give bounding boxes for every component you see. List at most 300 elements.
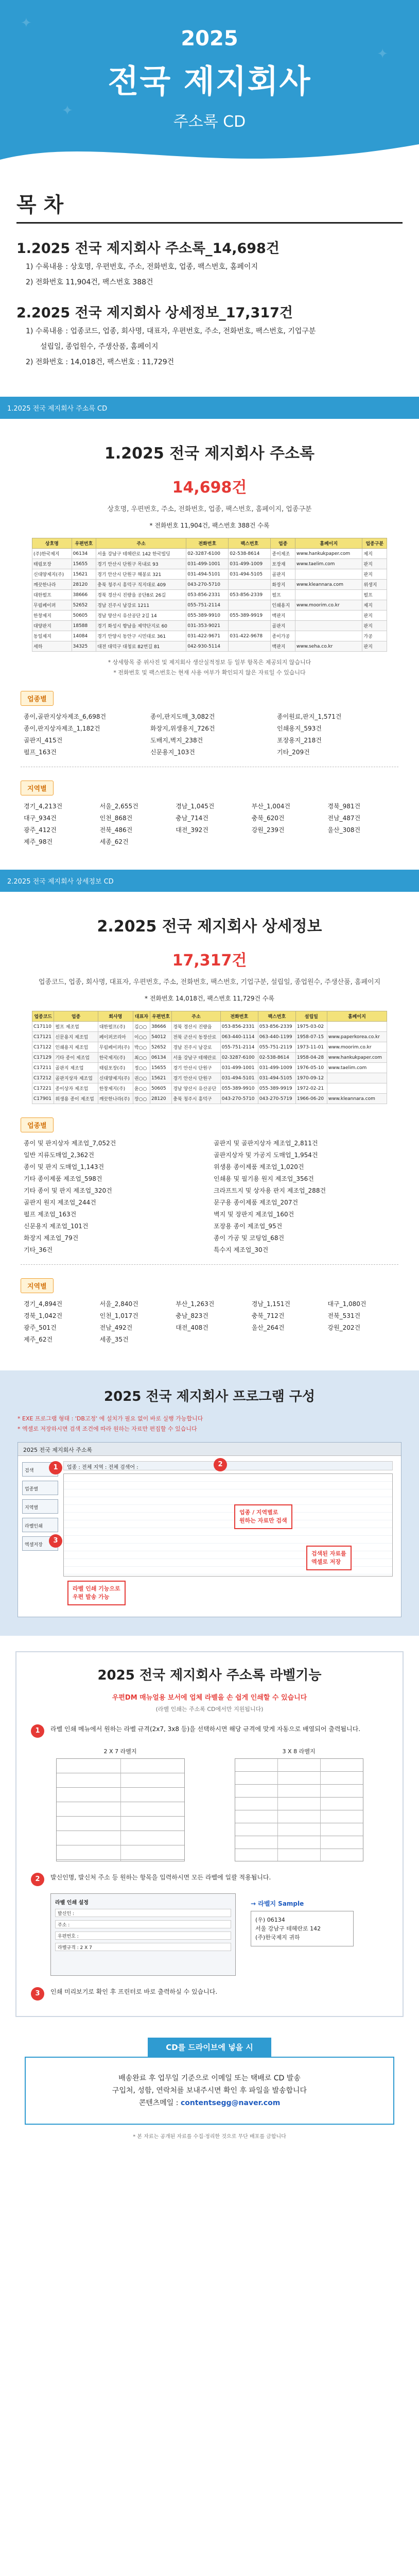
step-text: 발신인명, 발신처 주소 등 원하는 항목을 입력하시면 모든 라벨에 일괄 적용됩니다. bbox=[50, 1874, 271, 1881]
table-header-cell: 대표자 bbox=[133, 1011, 150, 1022]
industry-list bbox=[21, 712, 398, 756]
table-cell: 031-499-1009 bbox=[258, 1063, 295, 1073]
region-item: 경북_981건 bbox=[327, 803, 361, 810]
industry-item: 기타 종이 및 판지 제조업_320건 bbox=[24, 1187, 112, 1194]
table-cell: 세하 bbox=[32, 641, 72, 652]
toc-line: 1) 수록내용 : 상호명, 우편번호, 주소, 전화번호, 업종, 팩스번호, 홈페이지 bbox=[26, 263, 258, 271]
table-cell: C17129 bbox=[32, 1053, 54, 1063]
section-band: 1.2025 전국 제지회사 주소록 CD bbox=[0, 397, 419, 419]
region-item: 부산_1,004건 bbox=[251, 803, 290, 810]
toc-line: 설립일, 종업원수, 주생산품, 홈페이지 bbox=[40, 343, 159, 351]
table-cell: 골판지 bbox=[271, 621, 295, 631]
table-cell: 인쇄용지 제조업 bbox=[54, 1042, 98, 1053]
table-row bbox=[32, 1032, 387, 1042]
toc-line: 1) 수록내용 : 업종코드, 업종, 회사명, 대표자, 우편번호, 주소, 전화번호, 팩스번호, 기업구분 bbox=[26, 327, 316, 335]
table-header-cell: 홈페이지 bbox=[327, 1011, 387, 1022]
program-menu-item[interactable]: 업종별 bbox=[22, 1481, 58, 1495]
table-cell: 경북 경산시 진량읍 bbox=[172, 1022, 221, 1032]
email-label: 콘텐츠메일 : bbox=[138, 2099, 179, 2107]
table-cell: 경기 안산시 단원구 해봉로 321 bbox=[96, 569, 186, 580]
table-cell: 06134 bbox=[72, 549, 96, 559]
table-cell: (주)한국제지 bbox=[32, 549, 72, 559]
table-cell: 055-751-2114 bbox=[220, 1042, 258, 1053]
table-cell: 031-499-1001 bbox=[220, 1063, 258, 1073]
table-cell bbox=[229, 580, 271, 590]
table-row bbox=[32, 1042, 387, 1053]
table-cell: 28120 bbox=[150, 1094, 171, 1104]
table-cell: 윤○○ bbox=[133, 1083, 150, 1094]
table-cell: 제지 bbox=[362, 549, 387, 559]
program-filter-bar[interactable]: 업종 : 전체 지역 : 전체 검색어 : bbox=[63, 1461, 393, 1470]
table-cell: www.moorim.co.kr bbox=[295, 600, 362, 611]
region-item: 충남_714건 bbox=[176, 815, 208, 822]
region-item: 강원_202건 bbox=[327, 1324, 361, 1331]
label-sheet-caption: 3 X 8 라벨지 bbox=[282, 1748, 316, 1755]
table-cell: 031-499-1009 bbox=[229, 559, 271, 569]
region-item: 부산_1,263건 bbox=[176, 1300, 215, 1308]
cd-notice-tag: CD를 드라이브에 넣을 시 bbox=[148, 2038, 271, 2057]
table-cell: 화장지 bbox=[271, 580, 295, 590]
toc-line: 2) 전화번호 11,904건, 팩스번호 388건 bbox=[26, 278, 153, 286]
table-cell: 태림포장(주) bbox=[98, 1063, 133, 1073]
region-item: 전북_486건 bbox=[99, 826, 133, 834]
toc-heading: 목 차 bbox=[16, 180, 403, 224]
table-cell: 장○○ bbox=[133, 1094, 150, 1104]
table-cell: 50605 bbox=[150, 1083, 171, 1094]
cd-email-row bbox=[38, 2097, 381, 2109]
region-item: 광주_412건 bbox=[24, 826, 57, 834]
table-cell: 판지 bbox=[362, 559, 387, 569]
region-item: 인천_1,017건 bbox=[99, 1312, 138, 1319]
table-row bbox=[32, 549, 387, 559]
table-cell: C17221 bbox=[32, 1083, 54, 1094]
label-sheet-caption: 2 X 7 라벨지 bbox=[103, 1748, 137, 1755]
label-dialog bbox=[50, 1893, 321, 1976]
industry-item: 인쇄용 및 필기용 원지 제조업_356건 bbox=[214, 1175, 314, 1182]
label-warning: 우편DM 매뉴얼용 보서에 업체 라벨을 손 쉽게 인쇄할 수 있습니다 bbox=[112, 1694, 307, 1702]
region-item: 대전_392건 bbox=[176, 826, 208, 834]
table-cell bbox=[327, 1083, 387, 1094]
table-cell: 태림포장 bbox=[32, 559, 72, 569]
industry-tag: 업종별 bbox=[21, 1117, 54, 1132]
table-header-cell: 우편번호 bbox=[150, 1011, 171, 1022]
table-cell: 기타 종이 제조업 bbox=[54, 1053, 98, 1063]
region-item: 제주_98건 bbox=[24, 838, 53, 845]
region-item: 충북_712건 bbox=[251, 1312, 285, 1319]
industry-item: 벽지 및 장판지 제조업_160건 bbox=[214, 1211, 294, 1218]
table-cell: 판지 bbox=[362, 611, 387, 621]
table-cell: 031-499-1001 bbox=[186, 559, 229, 569]
table-cell: 경기 안산시 단원구 bbox=[172, 1073, 221, 1083]
table-row bbox=[32, 641, 387, 652]
region-item: 전남_487건 bbox=[327, 815, 361, 822]
toc-section-title: 2.2025 전국 제지회사 상세정보_17,317건 bbox=[16, 305, 293, 321]
table-cell: 1958-04-28 bbox=[295, 1053, 327, 1063]
step-badge: 3 bbox=[49, 1534, 62, 1548]
program-menu-item[interactable]: 지역별 bbox=[22, 1499, 58, 1514]
table-cell: 백판지 bbox=[271, 641, 295, 652]
window-title: 2025 전국 제지회사 주소록 bbox=[18, 1443, 401, 1456]
table-cell: 종이가공 bbox=[271, 631, 295, 641]
callout: 라벨 인쇄 기능으로 우편 발송 가능 bbox=[67, 1581, 126, 1605]
table-header-cell: 업종구분 bbox=[362, 538, 387, 549]
table-cell: 031-422-9671 bbox=[186, 631, 229, 641]
toc-section-1[interactable] bbox=[16, 237, 403, 288]
label-sheet-3x8 bbox=[235, 1747, 363, 1861]
table-cell: 박○○ bbox=[133, 1042, 150, 1053]
industry-item: 골판지 및 골판지상자 제조업_2,811건 bbox=[214, 1140, 318, 1147]
region-item: 전남_492건 bbox=[99, 1324, 133, 1331]
table-row bbox=[32, 631, 387, 641]
step-text: 라벨 인쇄 메뉴에서 원하는 라벨 규격(2x7, 3x8 등)을 선택하시면 해당 규격에 맞게 자동으로 배열되어 출력됩니다. bbox=[50, 1725, 361, 1733]
table-cell bbox=[229, 641, 271, 652]
dialog-field[interactable]: 라벨규격 : 2 X 7 bbox=[55, 1943, 231, 1951]
table-cell: 펄프 bbox=[362, 590, 387, 600]
region-item: 경기_4,213건 bbox=[24, 803, 63, 810]
region-item: 세종_35건 bbox=[99, 1336, 129, 1343]
table-cell: www.hankukpaper.com bbox=[295, 549, 362, 559]
table-cell bbox=[295, 631, 362, 641]
industry-item: 화장지,위생용지_726건 bbox=[150, 725, 215, 732]
table-cell: 053-856-2339 bbox=[258, 1022, 295, 1032]
industry-item: 종이 및 판지상자 제조업_7,052건 bbox=[24, 1140, 116, 1147]
table-cell: 한창제지 bbox=[32, 611, 72, 621]
table-cell: www.kleannara.com bbox=[295, 580, 362, 590]
industry-item: 도배지,벽지_238건 bbox=[150, 737, 203, 744]
industry-item: 종이원료,판지_1,571건 bbox=[277, 713, 342, 720]
table-cell: 무림페이퍼 bbox=[32, 600, 72, 611]
table-cell bbox=[229, 621, 271, 631]
table-row bbox=[32, 1094, 387, 1104]
table-cell: www.hankukpaper.com bbox=[327, 1053, 387, 1063]
table-cell: www.taelim.com bbox=[295, 559, 362, 569]
region-item: 세종_62건 bbox=[99, 838, 129, 845]
divider bbox=[21, 1264, 398, 1265]
table-cell: www.moorim.co.kr bbox=[327, 1042, 387, 1053]
label-sample bbox=[251, 1899, 354, 1946]
dialog-field[interactable]: 발신인 : bbox=[55, 1909, 231, 1917]
table-row bbox=[32, 611, 387, 621]
industry-item: 펄프 제조업_163건 bbox=[24, 1211, 77, 1218]
record-count: 17,317건 bbox=[172, 952, 247, 970]
step-number: 2 bbox=[31, 1873, 44, 1886]
industry-item: 화장지 제조업_79건 bbox=[24, 1234, 79, 1242]
table-cell: 06134 bbox=[150, 1053, 171, 1063]
label-step-1 bbox=[31, 1724, 388, 1738]
table-cell: 053-856-2339 bbox=[229, 590, 271, 600]
region-item: 대구_1,080건 bbox=[327, 1300, 366, 1308]
table-cell: 신대양제지(주) bbox=[32, 569, 72, 580]
table-cell: 김○○ bbox=[133, 1022, 150, 1032]
industry-tag: 업종별 bbox=[21, 691, 54, 706]
table-cell: 15621 bbox=[72, 569, 96, 580]
table-row bbox=[32, 1073, 387, 1083]
label-sheet-examples bbox=[31, 1747, 388, 1861]
table-cell bbox=[295, 611, 362, 621]
table-cell: 펄프 제조업 bbox=[54, 1022, 98, 1032]
step-number: 1 bbox=[31, 1724, 44, 1738]
table-cell: 063-440-1114 bbox=[220, 1032, 258, 1042]
table-cell: www.paperkorea.co.kr bbox=[327, 1032, 387, 1042]
table-header-cell: 주소 bbox=[96, 538, 186, 549]
industry-list bbox=[21, 1139, 398, 1254]
table-cell: 무림페이퍼(주) bbox=[98, 1042, 133, 1053]
table-cell: 52652 bbox=[72, 600, 96, 611]
table-cell: 053-856-2331 bbox=[220, 1022, 258, 1032]
table-note: * 전화번호 및 팩스번호는 현재 사용 여부가 확인되지 않은 자료일 수 있습니다 bbox=[113, 669, 306, 676]
table-header-cell: 팩스번호 bbox=[258, 1011, 295, 1022]
program-menu-item[interactable]: 엑셀저장 bbox=[22, 1536, 58, 1551]
section-title: 1.2025 전국 제지회사 주소록 bbox=[104, 445, 315, 463]
table-cell: 031-494-5101 bbox=[186, 569, 229, 580]
region-item: 충북_620건 bbox=[251, 815, 285, 822]
region-item: 대전_408건 bbox=[176, 1324, 208, 1331]
step-badge: 1 bbox=[49, 1461, 62, 1475]
table-cell: 055-751-2114 bbox=[186, 600, 229, 611]
label-sheet-image bbox=[56, 1758, 185, 1861]
region-item: 서울_2,655건 bbox=[99, 803, 138, 810]
table-cell: 031-494-5105 bbox=[258, 1073, 295, 1083]
region-list bbox=[21, 802, 398, 846]
table-cell: 1975-03-02 bbox=[295, 1022, 327, 1032]
table-cell bbox=[327, 1022, 387, 1032]
industry-item: 골판지_415건 bbox=[24, 737, 63, 744]
table-row bbox=[32, 1053, 387, 1063]
table-cell: www.kleannara.com bbox=[327, 1094, 387, 1104]
table-cell: 판지 bbox=[362, 621, 387, 631]
hero-year: 2025 bbox=[181, 27, 238, 50]
field-list: 상호명, 우편번호, 주소, 전화번호, 업종, 팩스번호, 홈페이지, 업종구분 bbox=[107, 505, 312, 513]
industry-item: 기타_209건 bbox=[277, 749, 310, 756]
label-sheet-image bbox=[235, 1758, 363, 1861]
region-list bbox=[21, 1299, 398, 1344]
table-cell: 판지 bbox=[362, 641, 387, 652]
table-cell: 15621 bbox=[150, 1073, 171, 1083]
program-menu-item[interactable]: 검색 bbox=[22, 1462, 58, 1477]
table-cell: 전북 군산시 동장산로 bbox=[172, 1032, 221, 1042]
table-cell: 동일제지 bbox=[32, 631, 72, 641]
table-cell: 펄프 bbox=[271, 590, 295, 600]
table-header-cell: 우편번호 bbox=[72, 538, 96, 549]
table-row bbox=[32, 559, 387, 569]
table-cell: C17122 bbox=[32, 1042, 54, 1053]
table-header-cell: 전화번호 bbox=[186, 538, 229, 549]
table-cell: 대양판지 bbox=[32, 621, 72, 631]
region-item: 경남_1,045건 bbox=[176, 803, 215, 810]
decor-text: ✦ bbox=[21, 15, 32, 31]
table-note: * 상세항목 중 위사진 및 제지회사 생산실적정보 등 일부 항목은 제공되지 않습니다 bbox=[108, 659, 311, 666]
program-menu-item[interactable]: 라벨인쇄 bbox=[22, 1518, 58, 1532]
table-cell: 15655 bbox=[72, 559, 96, 569]
table-cell: 충북 청주시 흥덕구 bbox=[172, 1094, 221, 1104]
table-cell: 042-930-5114 bbox=[186, 641, 229, 652]
region-item: 충남_823건 bbox=[176, 1312, 208, 1319]
table-cell: 가공 bbox=[362, 631, 387, 641]
industry-item: 문구용 종이제품 제조업_207건 bbox=[214, 1199, 299, 1206]
industry-item: 종이,판지상자제조_1,182건 bbox=[24, 725, 100, 732]
program-note: * 엑셀로 저장하시면 검색 조건에 따라 원하는 자료만 편집할 수 있습니다 bbox=[18, 1426, 197, 1432]
table-cell: 031-494-5105 bbox=[229, 569, 271, 580]
sample-line: (주)한국제지 귀하 bbox=[255, 1934, 300, 1941]
cd-notice-box bbox=[25, 2057, 394, 2125]
region-item: 울산_308건 bbox=[327, 826, 361, 834]
label-step-2 bbox=[31, 1873, 388, 1886]
industry-item: 신문용지_103건 bbox=[150, 749, 195, 756]
table-header-cell: 홈페이지 bbox=[295, 538, 362, 549]
industry-item: 인쇄용지_593건 bbox=[277, 725, 322, 732]
dialog-title: 라벨 인쇄 설정 bbox=[55, 1900, 89, 1906]
label-section bbox=[15, 1651, 404, 2017]
cd-line: 구입처, 성함, 연락처를 보내주시면 확인 후 파일을 발송합니다 bbox=[112, 2087, 307, 2095]
table-cell: 경북 경산시 진량읍 공단8로 26길 bbox=[96, 590, 186, 600]
table-cell: C17901 bbox=[32, 1094, 54, 1104]
table-cell: 055-389-9919 bbox=[258, 1083, 295, 1094]
table-cell: 043-270-5719 bbox=[258, 1094, 295, 1104]
region-item: 경기_4,894건 bbox=[24, 1300, 63, 1308]
table-cell: 54012 bbox=[150, 1032, 171, 1042]
table-cell: 골판지 제조업 bbox=[54, 1063, 98, 1073]
region-item: 경북_1,042건 bbox=[24, 1312, 63, 1319]
table-cell: 1976-05-10 bbox=[295, 1063, 327, 1073]
table-cell: 1972-02-21 bbox=[295, 1083, 327, 1094]
table-header-cell: 업종코드 bbox=[32, 1011, 54, 1022]
table-cell: 055-389-9910 bbox=[220, 1083, 258, 1094]
section-1 bbox=[0, 419, 419, 861]
section-band: 2.2025 전국 제지회사 상세정보 CD bbox=[0, 870, 419, 892]
region-item: 울산_264건 bbox=[251, 1324, 285, 1331]
table-cell bbox=[295, 621, 362, 631]
table-cell: 이○○ bbox=[133, 1032, 150, 1042]
table-cell: 깨끗한나라 bbox=[32, 580, 72, 590]
table-cell: 1973-11-01 bbox=[295, 1042, 327, 1053]
industry-item: 기타_36건 bbox=[24, 1246, 53, 1253]
table-header-cell: 설립일 bbox=[295, 1011, 327, 1022]
region-item: 서울_2,840건 bbox=[99, 1300, 138, 1308]
toc-section-2[interactable] bbox=[16, 301, 403, 368]
region-item: 경남_1,151건 bbox=[251, 1300, 290, 1308]
table-cell: 서울 강남구 테헤란로 bbox=[172, 1053, 221, 1063]
record-count: 14,698건 bbox=[172, 479, 247, 497]
table-header-cell: 전화번호 bbox=[220, 1011, 258, 1022]
table-cell bbox=[327, 1073, 387, 1083]
region-item: 제주_62건 bbox=[24, 1336, 53, 1343]
table-cell: 38666 bbox=[150, 1022, 171, 1032]
region-item: 광주_501건 bbox=[24, 1324, 57, 1331]
email-link[interactable]: contentsegg@naver.com bbox=[180, 2099, 281, 2107]
region-tag: 지역별 bbox=[21, 1278, 54, 1293]
table-row bbox=[32, 1022, 387, 1032]
industry-item: 종이,골판지상자제조_6,698건 bbox=[24, 713, 107, 720]
table-cell: 031-422-9678 bbox=[229, 631, 271, 641]
industry-item: 골판지상자 및 가공지 도매업_1,954건 bbox=[214, 1151, 318, 1159]
step-text: 인쇄 미리보기로 확인 후 프린터로 바로 출력하실 수 있습니다. bbox=[50, 1988, 218, 1995]
table-cell: 02-3287-6100 bbox=[186, 549, 229, 559]
region-tag: 지역별 bbox=[21, 781, 54, 795]
dialog-field[interactable]: 주소 : bbox=[55, 1920, 231, 1928]
region-item bbox=[252, 1335, 320, 1344]
table-cell: 위생지 bbox=[362, 580, 387, 590]
table-cell: 한국제지(주) bbox=[98, 1053, 133, 1063]
table-cell: 종이제조 bbox=[271, 549, 295, 559]
table-header-cell: 업종 bbox=[54, 1011, 98, 1022]
callout: 업종 / 지역별로 원하는 자료만 검색 bbox=[234, 1504, 292, 1529]
industry-item: 종이 및 판지 도매업_1,143건 bbox=[24, 1163, 104, 1171]
industry-item: 기타 종이제품 제조업_598건 bbox=[24, 1175, 102, 1182]
industry-item: 포장용지_218건 bbox=[277, 737, 322, 744]
table-cell: 충북 청주시 흥덕구 직지대로 409 bbox=[96, 580, 186, 590]
sample-card bbox=[251, 1911, 354, 1946]
table-cell: 제지 bbox=[362, 600, 387, 611]
table-cell: 판지 bbox=[362, 569, 387, 580]
wave-decor bbox=[0, 134, 419, 175]
industry-item: 신문용지 제조업_101건 bbox=[24, 1223, 89, 1230]
table-cell: www.taelim.com bbox=[327, 1063, 387, 1073]
table-cell: 위생용 종이 제조업 bbox=[54, 1094, 98, 1104]
table-cell: 063-440-1199 bbox=[258, 1032, 295, 1042]
table-cell: 경남 양산시 유산공단 2길 14 bbox=[96, 611, 186, 621]
table-header-cell: 업종 bbox=[271, 538, 295, 549]
table-cell: 신대양제지(주) bbox=[98, 1073, 133, 1083]
table-row bbox=[32, 580, 387, 590]
field-list: 업종코드, 업종, 회사명, 대표자, 우편번호, 주소, 전화번호, 팩스번호, 기업구분, 설립일, 종업원수, 주생산품, 홈페이지 bbox=[38, 978, 381, 986]
sample-title: → 라벨지 Sample bbox=[251, 1900, 304, 1907]
program-title: 2025 전국 제지회사 프로그램 구성 bbox=[104, 1389, 315, 1404]
callout: 검색된 자료를 엑셀로 저장 bbox=[306, 1546, 352, 1570]
table-cell bbox=[295, 590, 362, 600]
table-cell: 15655 bbox=[150, 1063, 171, 1073]
dialog-field[interactable]: 우편번호 : bbox=[55, 1931, 231, 1940]
count-note: * 전화번호 11,904건, 팩스번호 388건 수록 bbox=[149, 522, 270, 529]
table-cell: 경기 화성시 향남읍 제약단지로 60 bbox=[96, 621, 186, 631]
sample-line: 서울 강남구 테헤란로 142 bbox=[255, 1925, 321, 1932]
program-screenshot bbox=[18, 1442, 401, 1617]
region-item bbox=[252, 837, 320, 846]
table-cell: 한창제지(주) bbox=[98, 1083, 133, 1094]
industry-item: 종이 가공 및 코팅업_68건 bbox=[214, 1234, 285, 1242]
program-note: * EXE 프로그램 형태 : 'DB고정' 에 설치가 필요 없이 바로 실행 가능합니다 bbox=[18, 1415, 203, 1422]
table-cell: 정○○ bbox=[133, 1063, 150, 1073]
decor-text: ✦ bbox=[62, 103, 73, 118]
table-header-cell: 상호명 bbox=[32, 538, 72, 549]
table-cell: 031-353-9021 bbox=[186, 621, 229, 631]
region-item: 전북_531건 bbox=[327, 1312, 361, 1319]
table-cell: 포장재 bbox=[271, 559, 295, 569]
table-row bbox=[32, 621, 387, 631]
table-cell: 34325 bbox=[72, 641, 96, 652]
table-cell: 055-389-9910 bbox=[186, 611, 229, 621]
table-row bbox=[32, 1083, 387, 1094]
industry-item: 일반 지류도매업_2,362건 bbox=[24, 1151, 94, 1159]
region-item bbox=[327, 837, 395, 846]
sample-table bbox=[32, 538, 387, 652]
table-cell: 02-538-8614 bbox=[258, 1053, 295, 1063]
region-item: 인천_868건 bbox=[99, 815, 133, 822]
table-header-cell: 회사명 bbox=[98, 1011, 133, 1022]
section-2 bbox=[0, 892, 419, 1359]
table-cell: 종이상자 제조업 bbox=[54, 1083, 98, 1094]
table-cell: 대한펄프(주) bbox=[98, 1022, 133, 1032]
table-cell: C17212 bbox=[32, 1073, 54, 1083]
table-cell bbox=[229, 600, 271, 611]
sample-table bbox=[32, 1011, 387, 1104]
hero-subtitle: 주소록 CD bbox=[173, 113, 246, 131]
hero-banner bbox=[0, 0, 419, 175]
table-cell: 경기 안양시 동안구 시민대로 361 bbox=[96, 631, 186, 641]
label-step-3 bbox=[31, 1987, 388, 2001]
table-cell: 깨끗한나라(주) bbox=[98, 1094, 133, 1104]
table-cell: 최○○ bbox=[133, 1053, 150, 1063]
table-cell: C17110 bbox=[32, 1022, 54, 1032]
